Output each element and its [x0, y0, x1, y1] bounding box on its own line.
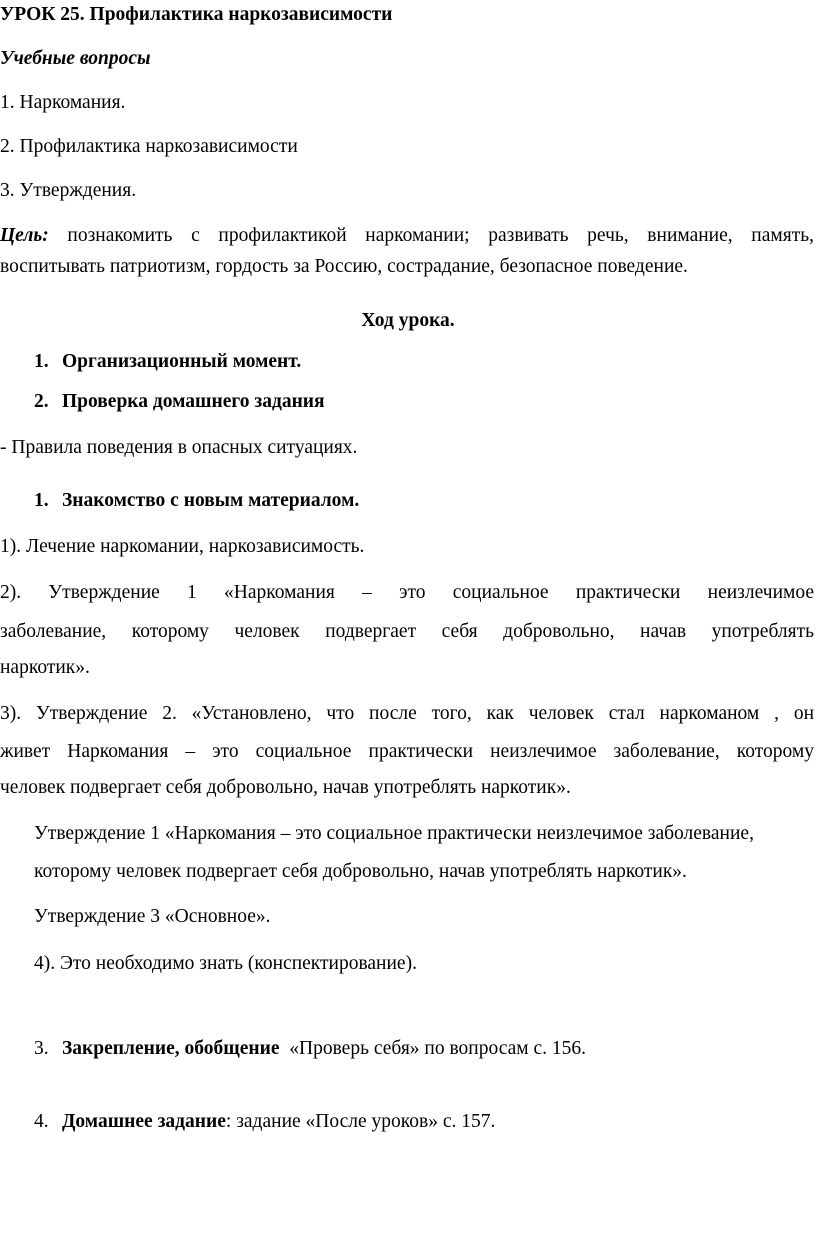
material-item-2-line-3: наркотик».	[0, 657, 90, 678]
step-label: Домашнее задание	[62, 1111, 226, 1132]
homework-review-item: - Правила поведения в опасных ситуациях.	[0, 437, 358, 458]
step-new-material	[34, 489, 816, 513]
step-homework	[34, 1110, 816, 1134]
page-title: УРОК 25. Профилактика наркозависимости	[0, 4, 393, 25]
goal-line-2: воспитывать патриотизм, гордость за Россию, сострадание, безопасное поведение.	[0, 256, 688, 277]
step-homework-check	[34, 390, 816, 414]
material-item-5: Утверждение 3 «Основное».	[34, 906, 271, 927]
step-label: Закрепление, обобщение	[62, 1038, 280, 1059]
goal-label: Цель:	[0, 225, 49, 246]
step-text: «Проверь себя» по вопросам с. 156.	[289, 1038, 587, 1059]
step-number: 1.	[34, 351, 49, 372]
goal-text-1: познакомить с профилактикой наркомании; развивать речь, внимание, память,	[67, 225, 814, 246]
material-item-3-line-2: живет Наркомания – это социальное практически неизлечимое заболевание, которому	[0, 741, 814, 762]
material-item-1: 1). Лечение наркомании, наркозависимость.	[0, 536, 365, 557]
step-text: : задание «После уроков» с. 157.	[225, 1111, 496, 1132]
step-label: Проверка домашнего задания	[62, 391, 325, 412]
step-number: 1.	[34, 490, 49, 511]
step-number: 3.	[34, 1038, 49, 1059]
question-2: 2. Профилактика наркозависимости	[0, 136, 298, 157]
question-1: 1. Наркомания.	[0, 92, 126, 113]
step-label: Знакомство с новым материалом.	[62, 490, 360, 511]
material-item-2-line-1: 2). Утверждение 1 «Наркомания – это социальное практически неизлечимое	[0, 582, 814, 603]
step-number: 4.	[34, 1111, 49, 1132]
material-item-6: 4). Это необходимо знать (конспектирование).	[34, 953, 417, 974]
lesson-heading: Ход урока.	[361, 310, 455, 331]
step-number: 2.	[34, 391, 49, 412]
material-item-3-line-1: 3). Утверждение 2. «Установлено, что после того, как человек стал наркоманом , он	[0, 703, 814, 724]
step-organizational	[34, 350, 816, 374]
goal-line-1	[0, 224, 816, 248]
questions-heading: Учебные вопросы	[0, 48, 151, 69]
material-item-2-line-2: заболевание, которому человек подвергает себя добровольно, начав употреблять	[0, 621, 814, 642]
material-item-4-line-1: Утверждение 1 «Наркомания – это социальное практически неизлечимое заболевание,	[34, 823, 754, 844]
step-consolidation	[34, 1037, 816, 1061]
material-item-3-line-3: человек подвергает себя добровольно, начав употреблять наркотик».	[0, 777, 571, 798]
material-item-4-line-2: которому человек подвергает себя добровольно, начав употреблять наркотик».	[34, 861, 687, 882]
step-label: Организационный момент.	[62, 351, 302, 372]
question-3: 3. Утверждения.	[0, 180, 137, 201]
